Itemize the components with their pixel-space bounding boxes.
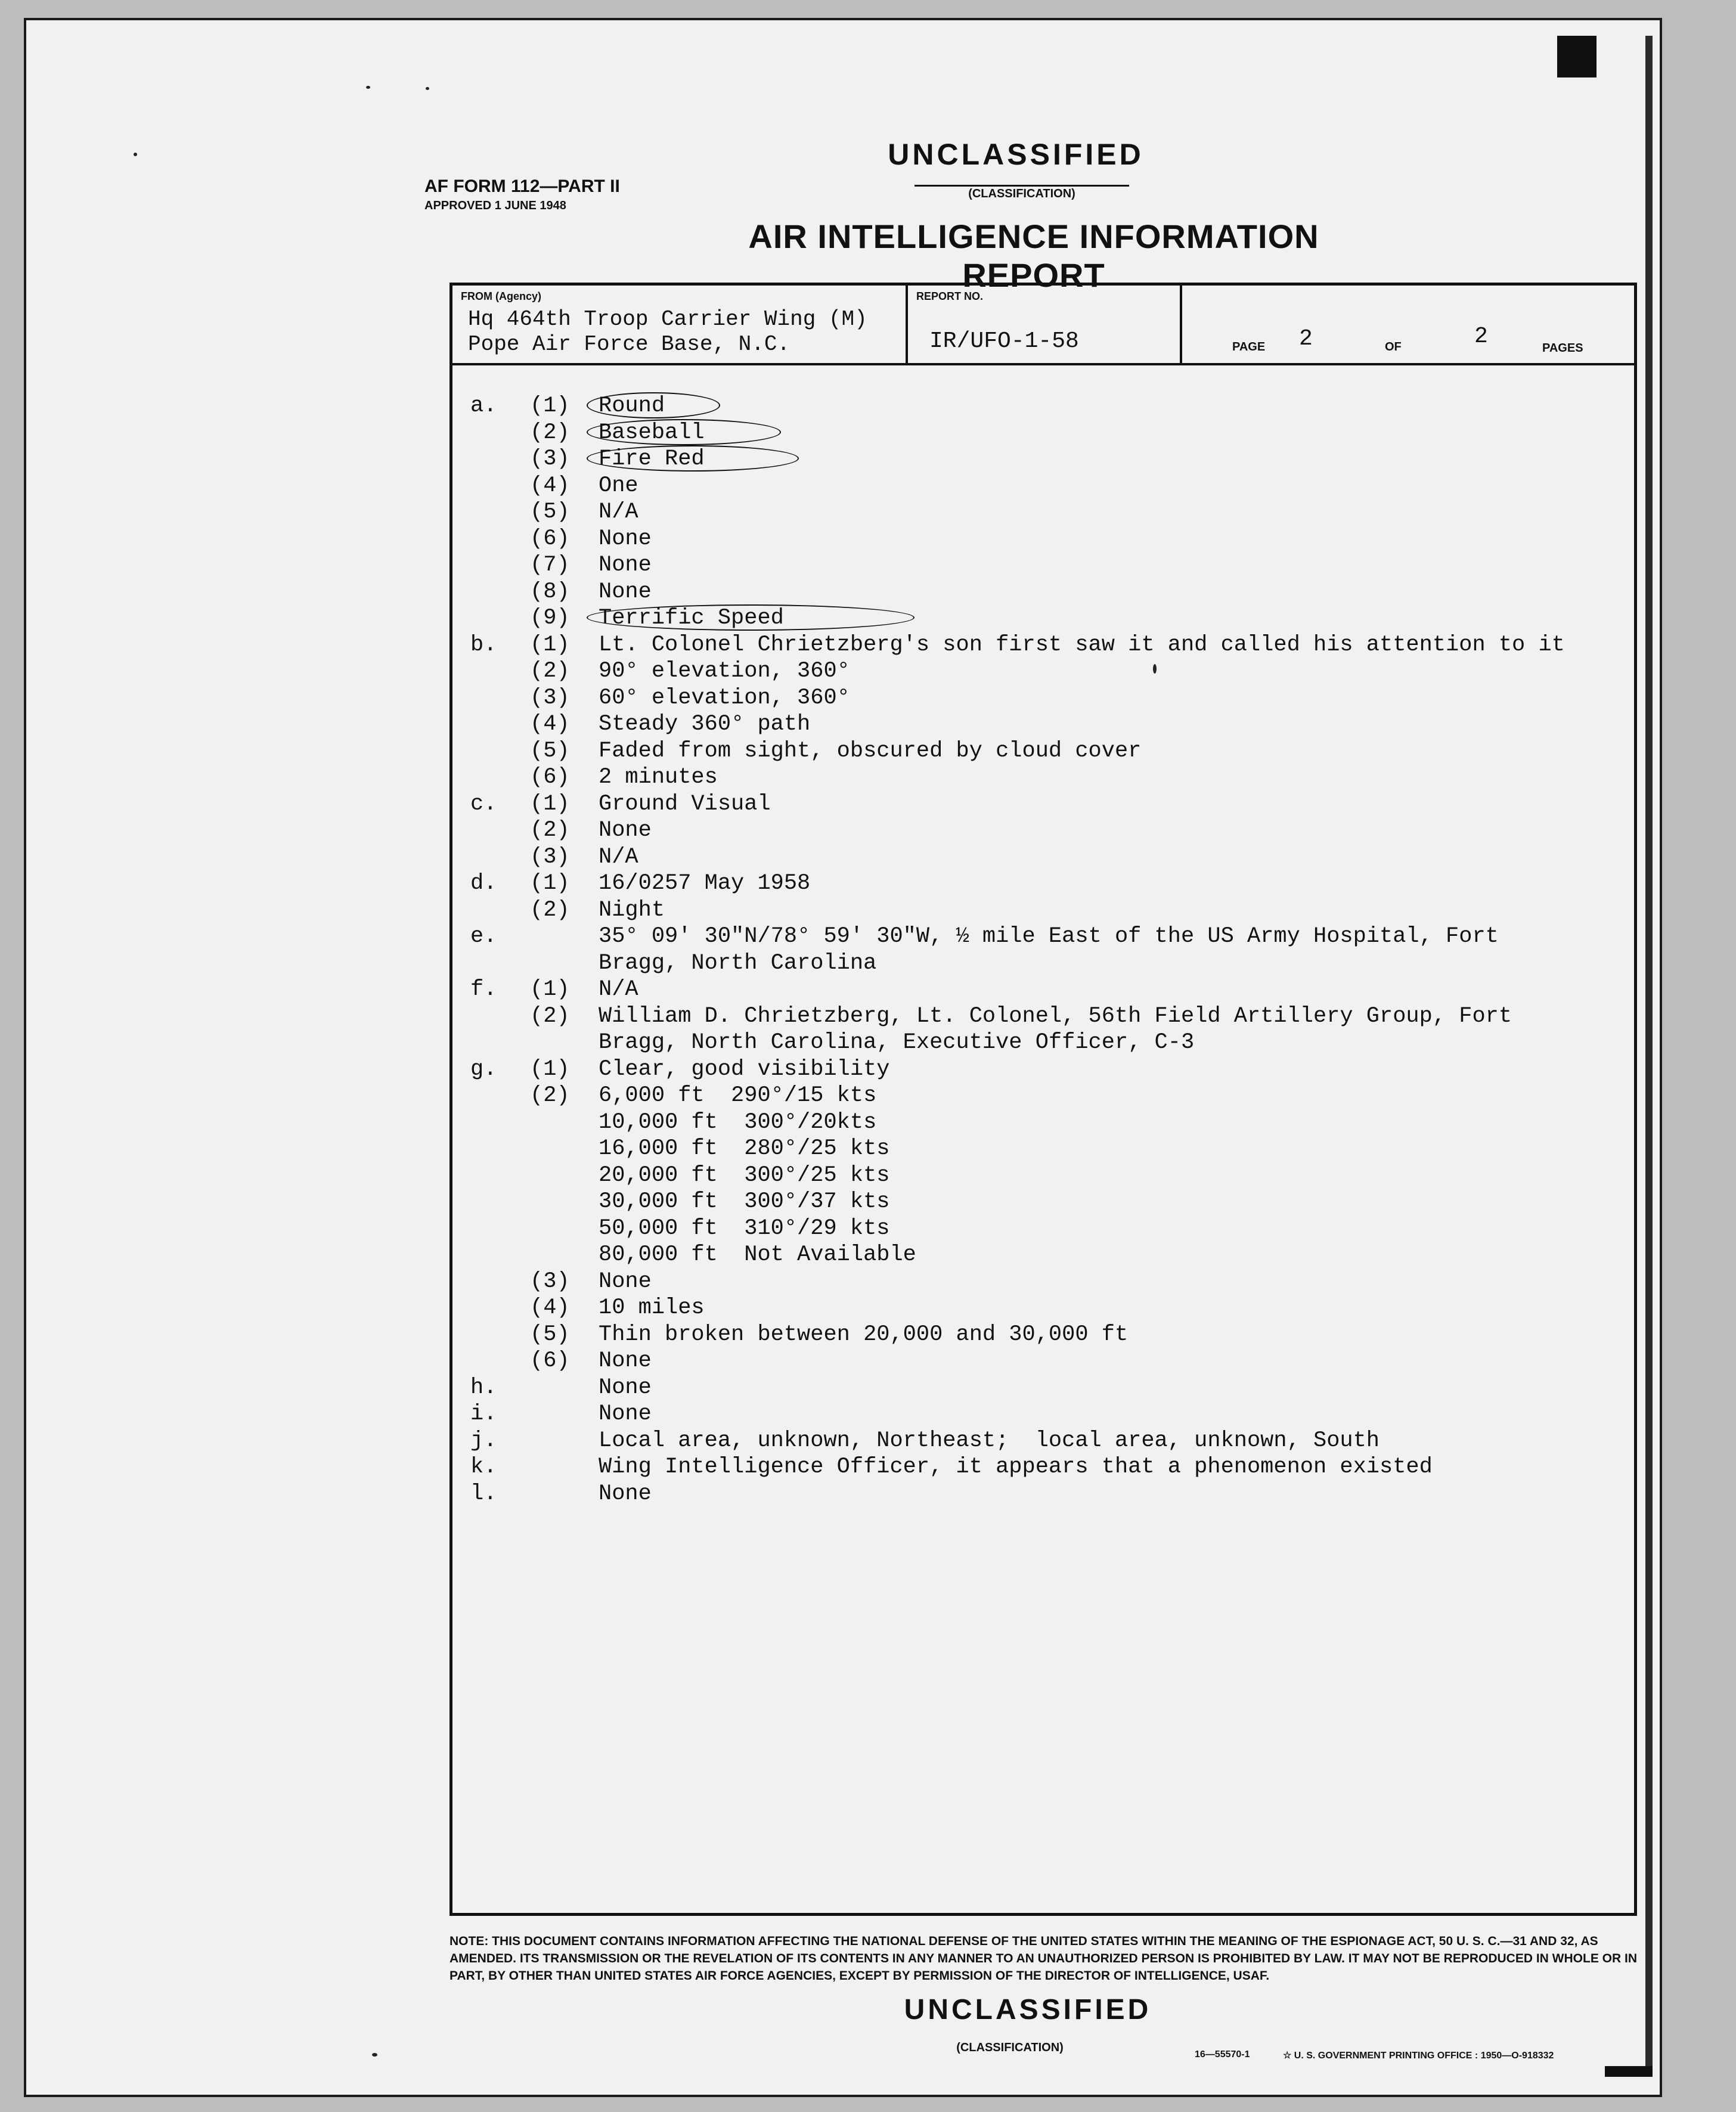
from-agency-line1: Hq 464th Troop Carrier Wing (M) — [468, 307, 867, 331]
security-note — [450, 1933, 1660, 1984]
item-number: (4) — [530, 1295, 570, 1320]
item-text: None — [599, 553, 652, 578]
report-line — [452, 526, 1634, 553]
item-text: None — [599, 579, 652, 604]
handwritten-circle-mark — [587, 604, 914, 631]
item-text: 80,000 ft Not Available — [599, 1242, 916, 1267]
item-letter: e. — [470, 924, 497, 949]
item-number: (3) — [530, 685, 570, 711]
classification-top: UNCLASSIFIED — [888, 138, 1144, 171]
report-line — [452, 1428, 1634, 1454]
item-text: N/A — [599, 977, 638, 1002]
report-line — [452, 393, 1634, 420]
report-no-label: REPORT NO. — [916, 290, 984, 302]
report-line — [452, 1003, 1634, 1030]
speck — [372, 2053, 377, 2057]
item-text: Steady 360° path — [599, 712, 811, 737]
item-letter: j. — [470, 1428, 497, 1453]
item-text: 10 miles — [599, 1295, 705, 1320]
item-letter: k. — [470, 1454, 497, 1480]
report-line — [452, 764, 1634, 791]
page-number: 2 — [1299, 326, 1313, 352]
item-text: Thin broken between 20,000 and 30,000 ft — [599, 1322, 1129, 1347]
item-number: (7) — [530, 553, 570, 578]
item-text: Lt. Colonel Chrietzberg's son first saw it and called his attention to it — [599, 632, 1565, 658]
from-cell — [452, 286, 906, 363]
report-line — [452, 632, 1634, 659]
report-title: AIR INTELLIGENCE INFORMATION REPORT — [748, 218, 1319, 294]
item-text: 60° elevation, 360° — [599, 685, 850, 711]
speck — [366, 86, 370, 89]
item-text: 16/0257 May 1958 — [599, 871, 811, 896]
handwritten-circle-mark — [587, 419, 781, 445]
item-number: (5) — [530, 500, 570, 525]
report-line — [452, 685, 1634, 712]
report-line — [452, 923, 1634, 950]
item-text: 90° elevation, 360° — [599, 659, 850, 684]
report-line — [452, 1481, 1634, 1508]
item-letter: f. — [470, 977, 497, 1002]
report-line — [452, 1109, 1634, 1136]
item-text: None — [599, 526, 652, 551]
report-line — [452, 1215, 1634, 1242]
report-line — [452, 791, 1634, 818]
report-line — [452, 1056, 1634, 1083]
item-text: 35° 09' 30"N/78° 59' 30"W, ½ mile East of the US Army Hospital, Fort — [599, 924, 1499, 949]
report-line — [452, 1454, 1634, 1481]
item-letter: c. — [470, 791, 497, 817]
page-label: PAGE — [1232, 340, 1266, 353]
speck — [134, 153, 137, 156]
pages-label: PAGES — [1542, 342, 1583, 355]
report-no-cell — [906, 286, 1182, 363]
report-number: IR/UFO-1-58 — [929, 328, 1079, 354]
item-number: (3) — [530, 844, 570, 870]
report-line — [452, 1189, 1634, 1215]
item-text: None — [599, 1348, 652, 1373]
item-text: None — [599, 1269, 652, 1294]
report-line — [452, 1322, 1634, 1348]
item-text: Local area, unknown, Northeast; local area, unknown, South — [599, 1428, 1380, 1453]
item-text: Round — [599, 393, 665, 418]
item-text: One — [599, 473, 638, 498]
report-line — [452, 1083, 1634, 1109]
item-text: 6,000 ft 290°/15 kts — [599, 1083, 877, 1108]
item-text: 16,000 ft 280°/25 kts — [599, 1136, 890, 1161]
item-number: (6) — [530, 765, 570, 790]
form-approved-date: APPROVED 1 JUNE 1948 — [424, 199, 566, 212]
item-number: (2) — [530, 1003, 570, 1029]
item-text: Faded from sight, obscured by cloud cover — [599, 738, 1142, 764]
item-number: (4) — [530, 712, 570, 737]
report-line — [452, 711, 1634, 738]
report-line — [452, 950, 1634, 977]
classification-top-caption: (CLASSIFICATION) — [968, 187, 1075, 200]
item-number: (3) — [530, 1269, 570, 1294]
classification-top-rule — [914, 185, 1129, 187]
report-line — [452, 870, 1634, 897]
item-number: (5) — [530, 738, 570, 764]
report-line — [452, 658, 1634, 685]
classification-bottom: UNCLASSIFIED — [904, 1994, 1152, 2026]
item-text: None — [599, 1375, 652, 1400]
report-line — [452, 1162, 1634, 1189]
printing-office: ☆ U. S. GOVERNMENT PRINTING OFFICE : 1950—O-918332 — [1283, 2051, 1554, 2061]
report-line — [452, 552, 1634, 579]
header-row — [452, 286, 1634, 365]
scan-corner-mark — [1605, 2066, 1653, 2077]
item-number: (8) — [530, 579, 570, 604]
report-line — [452, 473, 1634, 500]
report-line — [452, 1295, 1634, 1322]
item-number: (4) — [530, 473, 570, 498]
form-number: 16—55570-1 — [1195, 2049, 1250, 2060]
classification-bottom-caption: (CLASSIFICATION) — [956, 2041, 1064, 2054]
item-number: (3) — [530, 446, 570, 472]
item-number: (2) — [530, 420, 570, 445]
item-text: None — [599, 1481, 652, 1506]
item-text: Bragg, North Carolina — [599, 950, 877, 976]
item-text: Fire Red — [599, 446, 705, 472]
item-text: Bragg, North Carolina, Executive Officer, C-3 — [599, 1030, 1195, 1055]
item-text: Clear, good visibility — [599, 1056, 890, 1082]
item-number: (6) — [530, 1348, 570, 1373]
report-line — [452, 897, 1634, 924]
item-text: Night — [599, 897, 665, 923]
report-line — [452, 976, 1634, 1003]
item-number: (1) — [530, 632, 570, 658]
report-line — [452, 738, 1634, 765]
report-line — [452, 1242, 1634, 1269]
form-id: AF FORM 112—PART II — [424, 176, 620, 196]
item-text: 30,000 ft 300°/37 kts — [599, 1189, 890, 1214]
report-line — [452, 579, 1634, 606]
item-text: Terrific Speed — [599, 606, 784, 631]
note-label: NOTE: — [450, 1934, 489, 1948]
item-text: 10,000 ft 300°/20kts — [599, 1109, 877, 1135]
report-line — [452, 1269, 1634, 1295]
item-number: (5) — [530, 1322, 570, 1347]
report-line — [452, 1136, 1634, 1162]
report-line — [452, 1348, 1634, 1375]
item-letter: d. — [470, 871, 497, 896]
item-text: William D. Chrietzberg, Lt. Colonel, 56th Field Artillery Group, Fort — [599, 1003, 1512, 1029]
report-line — [452, 1375, 1634, 1401]
item-letter: a. — [470, 393, 497, 418]
item-number: (1) — [530, 791, 570, 817]
item-text: None — [599, 1401, 652, 1426]
report-line — [452, 446, 1634, 473]
page-cell — [1180, 286, 1634, 363]
item-number: (2) — [530, 818, 570, 843]
item-text: 20,000 ft 300°/25 kts — [599, 1162, 890, 1188]
item-text: Wing Intelligence Officer, it appears that a phenomenon existed — [599, 1454, 1433, 1480]
item-number: (2) — [530, 659, 570, 684]
item-number: (1) — [530, 393, 570, 418]
item-letter: h. — [470, 1375, 497, 1400]
item-number: (1) — [530, 871, 570, 896]
handwritten-circle-mark — [587, 445, 799, 472]
item-number: (9) — [530, 606, 570, 631]
item-letter: g. — [470, 1056, 497, 1082]
item-letter: i. — [470, 1401, 497, 1426]
item-number: (2) — [530, 897, 570, 923]
item-letter: b. — [470, 632, 497, 658]
item-text: None — [599, 818, 652, 843]
item-number: (6) — [530, 526, 570, 551]
item-number: (1) — [530, 1056, 570, 1082]
scan-corner-mark — [1557, 36, 1596, 77]
handwritten-circle-mark — [587, 392, 720, 418]
scan-edge — [1645, 36, 1653, 2074]
report-line — [452, 420, 1634, 446]
item-text: 50,000 ft 310°/29 kts — [599, 1215, 890, 1241]
from-label: FROM (Agency) — [461, 290, 541, 302]
item-text: Baseball — [599, 420, 705, 445]
report-line — [452, 605, 1634, 632]
item-text: N/A — [599, 844, 638, 870]
note-text: THIS DOCUMENT CONTAINS INFORMATION AFFECTING THE NATIONAL DEFENSE OF THE UNITED STATES WITHIN THE MEANING OF THE ESPIONAGE ACT, 50 U. S. C.—31 AND 32, AS AMENDED. ITS TRANSMISSION OR THE REVELATION OF ITS CONTENTS IN ANY MANNER TO AN UNAUTHORIZED PERSON IS PROHIBITED BY LAW. IT MAY NOT BE REPRODUCED IN WHOLE OR IN PART, BY OTHER THAN UNITED STATES AIR FORCE AGENCIES, EXCEPT BY PERMISSION OF THE DIRECTOR OF INTELLIGENCE, USAF. — [450, 1934, 1638, 1983]
report-line — [452, 817, 1634, 844]
report-line — [452, 499, 1634, 526]
of-label: OF — [1385, 340, 1402, 353]
speck — [1153, 664, 1157, 674]
speck — [426, 87, 429, 90]
item-letter: l. — [470, 1481, 497, 1506]
from-agency-line2: Pope Air Force Base, N.C. — [468, 332, 790, 356]
item-number: (1) — [530, 977, 570, 1002]
item-text: 2 minutes — [599, 765, 718, 790]
item-text: Ground Visual — [599, 791, 771, 817]
item-text: N/A — [599, 500, 638, 525]
report-line — [452, 1401, 1634, 1428]
item-number: (2) — [530, 1083, 570, 1108]
report-line — [452, 844, 1634, 871]
document-page — [24, 18, 1662, 2097]
report-body — [452, 393, 1634, 1913]
report-line — [452, 1029, 1634, 1056]
page-total: 2 — [1474, 324, 1488, 349]
report-form-frame — [450, 283, 1637, 1916]
